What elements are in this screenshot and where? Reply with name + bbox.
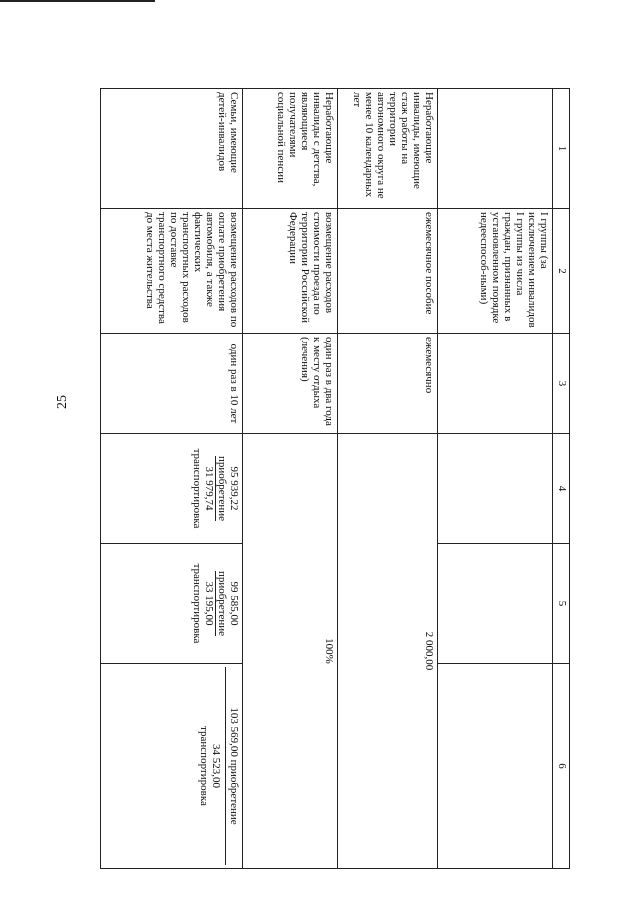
table-row <box>243 89 338 869</box>
cell-category <box>438 89 553 209</box>
label-purchase: приобретение <box>216 570 228 637</box>
label-purchase: приобретение <box>216 455 228 522</box>
header-cell: 6 <box>553 664 570 869</box>
label-transport: транспортировка <box>191 448 203 529</box>
amount-purchase: 103 569,00 <box>228 707 240 757</box>
cell-2020 <box>101 544 243 664</box>
rotated-table-wrapper <box>100 88 570 868</box>
amount-transport: 31 979,74 <box>203 466 215 511</box>
cell-category: Неработающие инвалиды, имеющие стаж работы на территории автономного округа не менее 10 календарных лет <box>338 89 438 209</box>
cell-2019 <box>438 434 553 544</box>
cell-benefit: ежемесячное пособие <box>338 209 438 334</box>
header-cell: 5 <box>553 544 570 664</box>
cell-amount-merged: 100% <box>243 434 338 869</box>
cell-2019 <box>101 434 243 544</box>
table-row <box>101 89 243 869</box>
header-cell: 2 <box>553 209 570 334</box>
label-purchase: приобретение <box>228 759 240 825</box>
cell-category: Семьи, имеющие детей-инвалидов <box>101 89 243 209</box>
cell-frequency: один раз в два года к месту отдыха (лечения) <box>243 334 338 434</box>
page-number: 25 <box>55 395 70 409</box>
cell-frequency: один раз в 10 лет <box>101 334 243 434</box>
table-row <box>338 89 438 869</box>
header-cell: 1 <box>553 89 570 209</box>
amount-purchase: 95 939,22 <box>228 466 240 511</box>
header-row <box>553 89 570 869</box>
cell-2021 <box>101 664 243 869</box>
cell-frequency: ежемесячно <box>338 334 438 434</box>
cell-frequency <box>438 334 553 434</box>
cell-benefit: возмещение расходов стоимости проезда по территории Российской Федерации <box>243 209 338 334</box>
cell-2020 <box>438 544 553 664</box>
amount-transport: 34 523,00 <box>210 744 222 788</box>
header-cell: 3 <box>553 334 570 434</box>
benefits-table <box>100 88 570 869</box>
top-rule <box>0 0 155 2</box>
cell-category: Неработающие инвалиды с детства, являющиеся получателями социальной пенсии <box>243 89 338 209</box>
cell-benefit: I группы (за исключением инвалидов I группы из числа граждан, признанных в установленном порядке недееспособ-ными) <box>438 209 553 334</box>
cell-amount-merged: 2 000,00 <box>338 434 438 869</box>
amount-transport: 33 195,00 <box>203 581 215 626</box>
cell-benefit: возмещение расходов по оплате приобретения автомобиля, а также фактических транспортных расходов по доставке транспортного средства до места жительства <box>101 209 243 334</box>
table-row <box>438 89 553 869</box>
cell-2021 <box>438 664 553 869</box>
label-transport: транспортировка <box>191 563 203 644</box>
header-cell: 4 <box>553 434 570 544</box>
amount-purchase: 99 585,00 <box>228 581 240 626</box>
label-transport: транспортировка <box>198 726 210 806</box>
